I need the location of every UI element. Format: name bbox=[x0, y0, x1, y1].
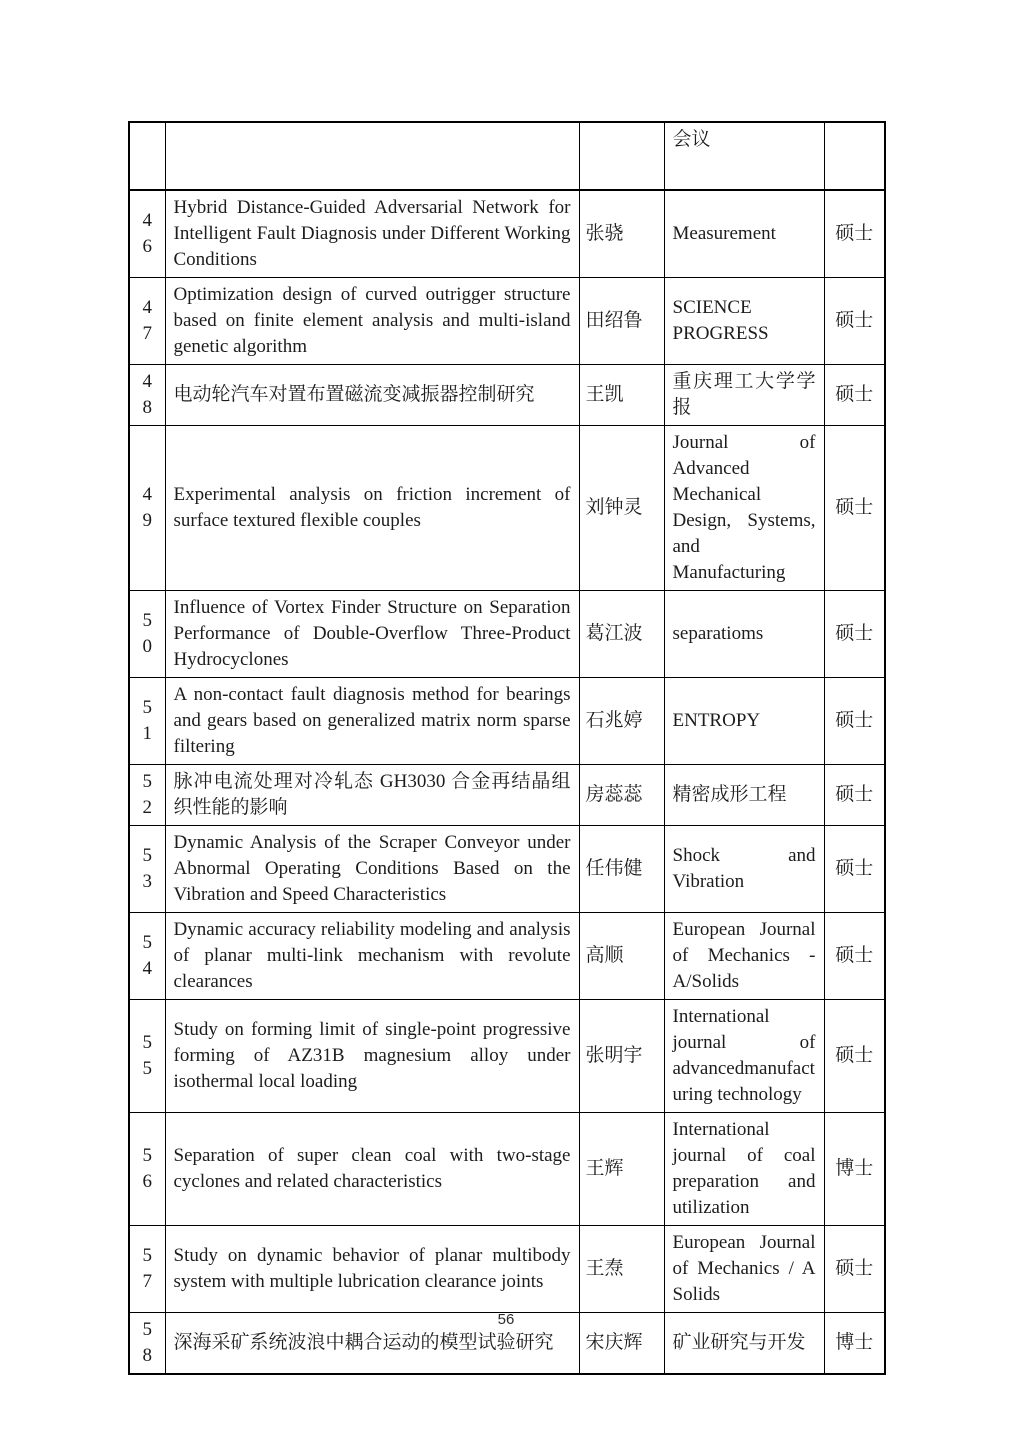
table-row bbox=[129, 826, 885, 913]
degree-label: 硕士 bbox=[824, 426, 885, 591]
author-name: 田绍鲁 bbox=[579, 278, 664, 365]
paper-title: Optimization design of curved outrigger structure based on finite element analysis and multi-island genetic algorithm bbox=[165, 278, 579, 365]
paper-title: 脉冲电流处理对冷轧态 GH3030 合金再结晶组织性能的影响 bbox=[165, 765, 579, 826]
author-name: 王焘 bbox=[579, 1226, 664, 1313]
journal-name: 矿业研究与开发 bbox=[664, 1313, 824, 1375]
author-name: 王辉 bbox=[579, 1113, 664, 1226]
paper-title: 电动轮汽车对置布置磁流变减振器控制研究 bbox=[165, 365, 579, 426]
journal-name: ENTROPY bbox=[664, 678, 824, 765]
journal-name: Journal of Advanced Mechanical Design, Systems, and Manufacturing bbox=[664, 426, 824, 591]
journal-name: International journal of advancedmanufacturing technology bbox=[664, 1000, 824, 1113]
row-index bbox=[129, 122, 165, 190]
table-row bbox=[129, 278, 885, 365]
table-row-carryover bbox=[129, 122, 885, 190]
author-name: 王凯 bbox=[579, 365, 664, 426]
author-name: 葛江波 bbox=[579, 591, 664, 678]
paper-title: Experimental analysis on friction increment of surface textured flexible couples bbox=[165, 426, 579, 591]
degree-label: 硕士 bbox=[824, 765, 885, 826]
row-index: 56 bbox=[142, 1145, 152, 1192]
degree-label: 硕士 bbox=[824, 278, 885, 365]
author-name: 任伟健 bbox=[579, 826, 664, 913]
paper-title: Separation of super clean coal with two-stage cyclones and related characteristics bbox=[165, 1113, 579, 1226]
degree-label bbox=[824, 122, 885, 190]
paper-title: Dynamic Analysis of the Scraper Conveyor under Abnormal Operating Conditions Based on the Vibration and Speed Characteristics bbox=[165, 826, 579, 913]
paper-title bbox=[165, 122, 579, 190]
table-row bbox=[129, 591, 885, 678]
row-index: 57 bbox=[142, 1245, 152, 1292]
page-number: 56 bbox=[497, 1311, 515, 1328]
degree-label: 硕士 bbox=[824, 1000, 885, 1113]
degree-label: 硕士 bbox=[824, 591, 885, 678]
row-index: 52 bbox=[142, 771, 152, 818]
row-index: 54 bbox=[142, 932, 152, 979]
author-name: 石兆婷 bbox=[579, 678, 664, 765]
journal-name: 重庆理工大学学报 bbox=[664, 365, 824, 426]
journal-name: Measurement bbox=[664, 190, 824, 278]
page-footer bbox=[128, 1311, 884, 1328]
paper-title: A non-contact fault diagnosis method for bearings and gears based on generalized matrix norm sparse filtering bbox=[165, 678, 579, 765]
paper-title: Hybrid Distance-Guided Adversarial Network for Intelligent Fault Diagnosis under Different Working Conditions bbox=[165, 190, 579, 278]
table-row bbox=[129, 1226, 885, 1313]
author-name: 刘钟灵 bbox=[579, 426, 664, 591]
journal-name: Shock and Vibration bbox=[664, 826, 824, 913]
table-row bbox=[129, 913, 885, 1000]
author-name: 张骁 bbox=[579, 190, 664, 278]
row-index: 58 bbox=[142, 1319, 152, 1366]
degree-label: 硕士 bbox=[824, 913, 885, 1000]
table-row bbox=[129, 1113, 885, 1226]
table-row bbox=[129, 678, 885, 765]
degree-label: 硕士 bbox=[824, 190, 885, 278]
paper-title: Dynamic accuracy reliability modeling and analysis of planar multi-link mechanism with revolute clearances bbox=[165, 913, 579, 1000]
row-index: 53 bbox=[142, 845, 152, 892]
paper-title: 深海采矿系统波浪中耦合运动的模型试验研究 bbox=[165, 1313, 579, 1375]
author-name: 房蕊蕊 bbox=[579, 765, 664, 826]
author-name: 宋庆辉 bbox=[579, 1313, 664, 1375]
author-name: 高顺 bbox=[579, 913, 664, 1000]
degree-label: 硕士 bbox=[824, 1226, 885, 1313]
publications-table bbox=[128, 121, 886, 1375]
row-index: 49 bbox=[142, 484, 152, 531]
journal-name: 会议 bbox=[664, 122, 824, 190]
row-index: 48 bbox=[142, 371, 152, 418]
journal-name: 精密成形工程 bbox=[664, 765, 824, 826]
degree-label: 硕士 bbox=[824, 826, 885, 913]
paper-title: Influence of Vortex Finder Structure on Separation Performance of Double-Overflow Three-Product Hydrocyclones bbox=[165, 591, 579, 678]
table-row bbox=[129, 765, 885, 826]
author-name bbox=[579, 122, 664, 190]
author-name: 张明宇 bbox=[579, 1000, 664, 1113]
journal-name: separatioms bbox=[664, 591, 824, 678]
paper-title: Study on dynamic behavior of planar multibody system with multiple lubrication clearance joints bbox=[165, 1226, 579, 1313]
row-index: 51 bbox=[142, 697, 152, 744]
paper-title: Study on forming limit of single-point progressive forming of AZ31B magnesium alloy under isothermal local loading bbox=[165, 1000, 579, 1113]
journal-name: European Journal of Mechanics / A Solids bbox=[664, 1226, 824, 1313]
table-row bbox=[129, 190, 885, 278]
journal-name: European Journal of Mechanics - A/Solids bbox=[664, 913, 824, 1000]
row-index: 46 bbox=[142, 210, 152, 257]
journal-name: SCIENCE PROGRESS bbox=[664, 278, 824, 365]
row-index: 47 bbox=[142, 297, 152, 344]
degree-label: 硕士 bbox=[824, 365, 885, 426]
degree-label: 博士 bbox=[824, 1113, 885, 1226]
degree-label: 博士 bbox=[824, 1313, 885, 1375]
row-index: 55 bbox=[142, 1032, 152, 1079]
journal-name: International journal of coal preparation and utilization bbox=[664, 1113, 824, 1226]
table-row bbox=[129, 426, 885, 591]
table-row bbox=[129, 1000, 885, 1113]
degree-label: 硕士 bbox=[824, 678, 885, 765]
row-index: 50 bbox=[142, 610, 152, 657]
table-row bbox=[129, 365, 885, 426]
